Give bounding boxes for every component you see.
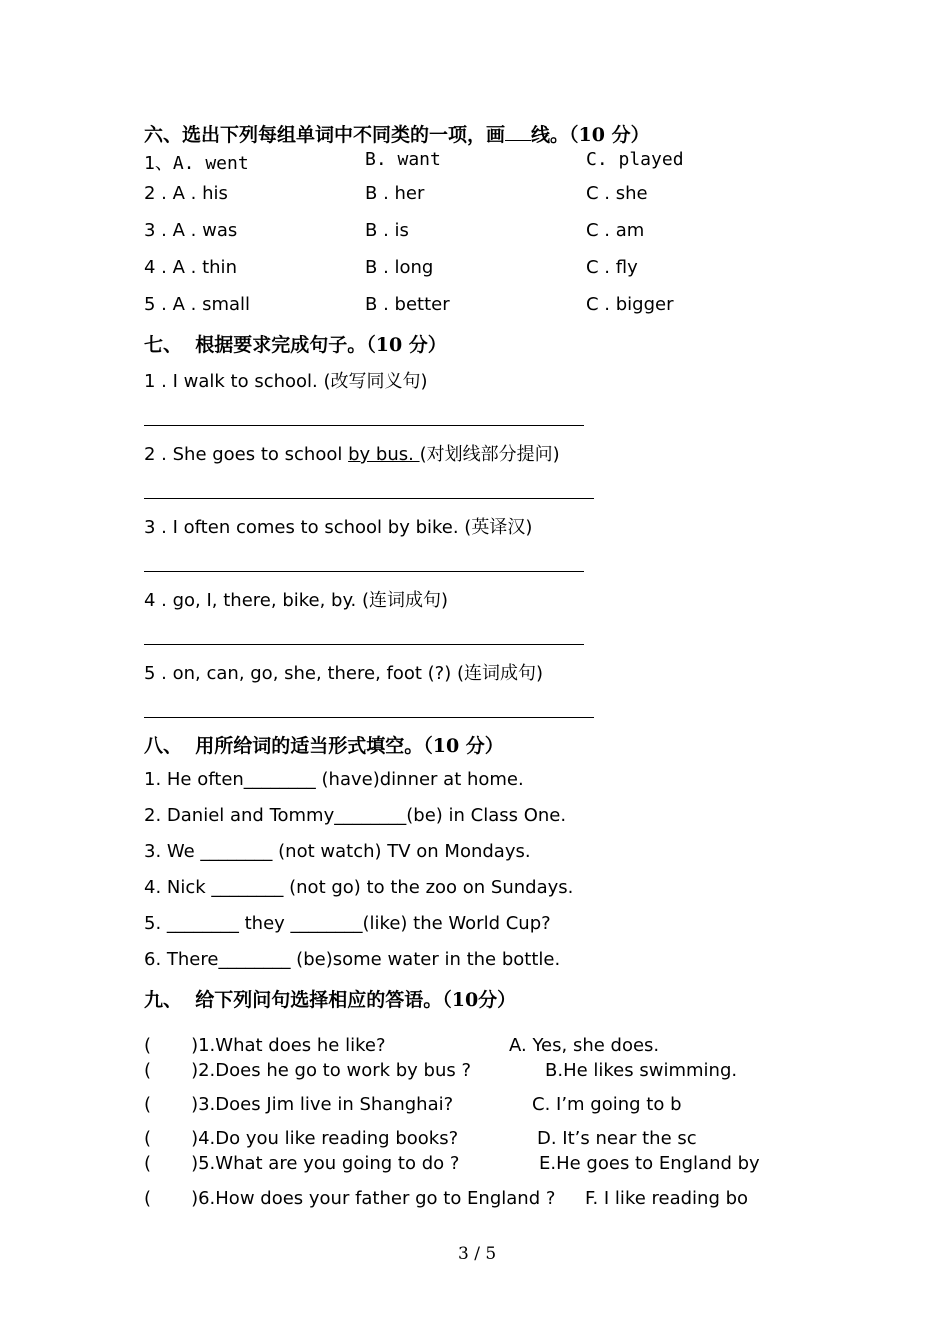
- section6-row3-a: 3 . A . was: [144, 220, 238, 241]
- section9-answer3: C. I’m going to b: [532, 1094, 682, 1115]
- section7-item4: 4 . go, I, there, bike, by. (连词成句): [144, 590, 449, 611]
- section8-title: 八、 用所给词的适当形式填空。（10 分）: [144, 735, 504, 757]
- section7-answer-line-1: [144, 425, 584, 426]
- section7-item2: [144, 440, 560, 466]
- section9-question4: ( )4.Do you like reading books?: [144, 1128, 459, 1149]
- section9-question5: ( )5.What are you going to do ?: [144, 1153, 460, 1174]
- section6-title-blank: [505, 122, 531, 141]
- section7-title: 七、 根据要求完成句子。（10 分）: [144, 334, 447, 356]
- section9-question2: ( )2.Does he go to work by bus ?: [144, 1060, 472, 1081]
- section6-row1-c: C. played: [586, 149, 684, 170]
- section7-item3: 3 . I often comes to school by bike. (英译汉): [144, 517, 533, 538]
- section6-row5-b: B . better: [365, 294, 450, 315]
- page-number: 3 / 5: [458, 1244, 497, 1264]
- section7-item2-before: 2 . She goes to school: [144, 444, 349, 465]
- section8-item6: 6. There________ (be)some water in the bottle.: [144, 949, 561, 970]
- section9-question3: ( )3.Does Jim live in Shanghai?: [144, 1094, 454, 1115]
- section6-row1-a: 1、A. went: [144, 153, 249, 174]
- section6-row1-b: B. want: [365, 149, 441, 170]
- section6-title: [144, 120, 650, 147]
- section6-row4-b: B . long: [365, 257, 434, 278]
- section7-item2-after: (对划线部分提问): [419, 444, 560, 465]
- section8-item2: 2. Daniel and Tommy________(be) in Class One.: [144, 805, 567, 826]
- section7-item5: 5 . on, can, go, she, there, foot (?) (连词成句): [144, 663, 544, 684]
- section6-row2-c: C . she: [586, 183, 648, 204]
- section6-row3-b: B . is: [365, 220, 409, 241]
- section7-answer-line-3: [144, 571, 584, 572]
- section7-answer-line-4: [144, 644, 584, 645]
- section6-title-before: 六、选出下列每组单词中不同类的一项，画: [144, 124, 506, 146]
- section6-row3-c: C . am: [586, 220, 645, 241]
- section8-item5: 5. ________ they ________(like) the World Cup?: [144, 913, 551, 934]
- section9-answer1: A. Yes, she does.: [509, 1035, 660, 1056]
- section8-item1: 1. He often________ (have)dinner at home.: [144, 769, 524, 790]
- section9-answer6: F. I like reading bo: [585, 1188, 749, 1209]
- section9-title: 九、 给下列问句选择相应的答语。（10分）: [144, 989, 517, 1011]
- section6-title-after: 线。（10 分）: [531, 124, 650, 146]
- section9-question1: ( )1.What does he like?: [144, 1035, 386, 1056]
- section6-row5-a: 5 . A . small: [144, 294, 251, 315]
- section6-row2-a: 2 . A . his: [144, 183, 228, 204]
- section6-row4-a: 4 . A . thin: [144, 257, 237, 278]
- section7-item2-underlined: by bus.: [348, 444, 420, 465]
- section7-item1: 1 . I walk to school. (改写同义句): [144, 371, 428, 392]
- section7-answer-line-5: [144, 717, 594, 718]
- section6-row4-c: C . fly: [586, 257, 638, 278]
- section9-answer5: E.He goes to England by: [539, 1153, 760, 1174]
- section9-answer2: B.He likes swimming.: [545, 1060, 738, 1081]
- section9-question6: ( )6.How does your father go to England ?: [144, 1188, 556, 1209]
- section6-row5-c: C . bigger: [586, 294, 674, 315]
- section7-answer-line-2: [144, 498, 594, 499]
- section6-row2-b: B . her: [365, 183, 425, 204]
- section8-item3: 3. We ________ (not watch) TV on Mondays.: [144, 841, 531, 862]
- section8-item4: 4. Nick ________ (not go) to the zoo on Sundays.: [144, 877, 574, 898]
- section9-answer4: D. It’s near the sc: [537, 1128, 697, 1149]
